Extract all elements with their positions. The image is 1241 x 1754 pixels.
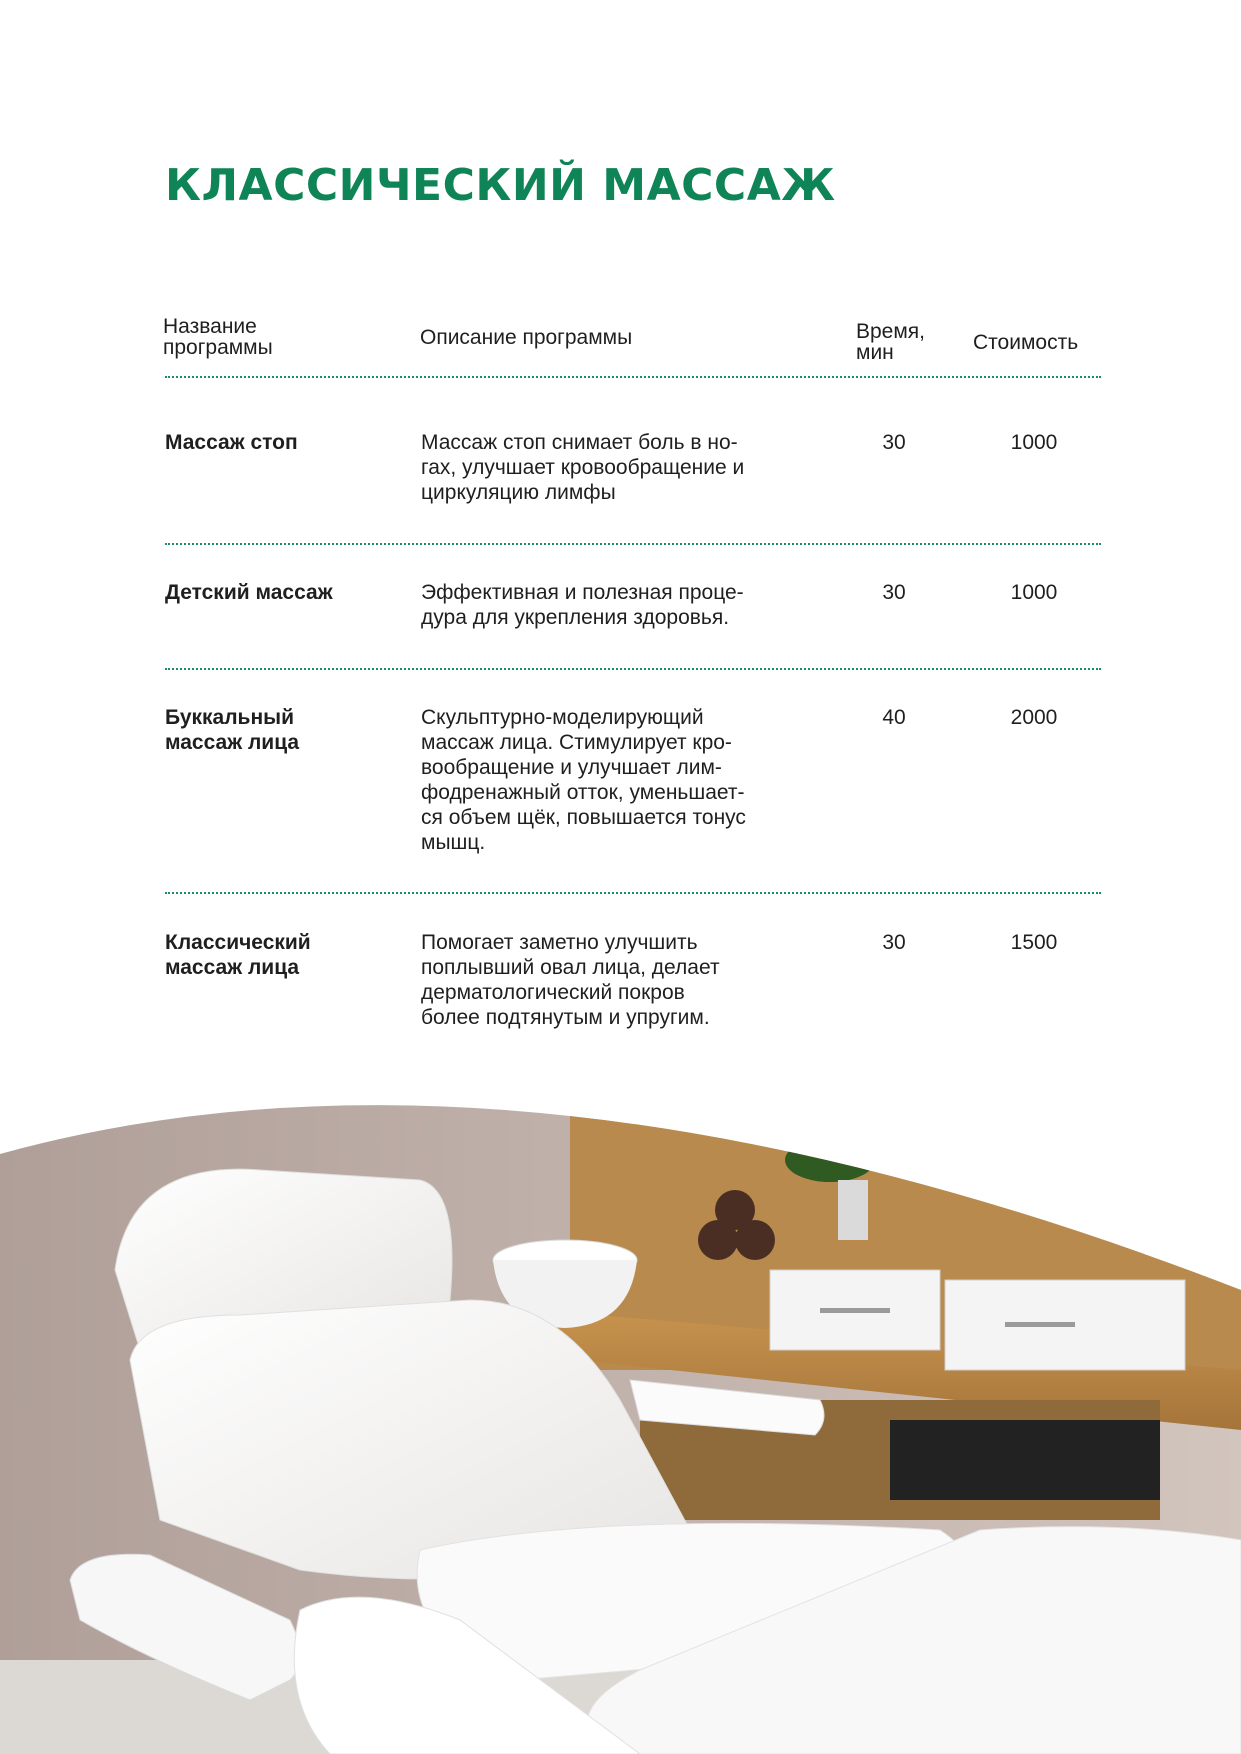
page-title: КЛАССИЧЕСКИЙ МАССАЖ: [165, 160, 836, 211]
program-time: 30: [882, 931, 906, 954]
program-name: Классический массаж лица: [165, 931, 311, 979]
program-price: 1000: [1010, 581, 1058, 604]
table-divider: [165, 668, 1101, 670]
program-name: Детский массаж: [165, 581, 333, 604]
program-name: Массаж стоп: [165, 431, 298, 454]
program-description: Эффективная и полезная проце- дура для укрепления здоровья.: [421, 581, 744, 629]
program-price: 1000: [1010, 431, 1058, 454]
program-time: 30: [882, 431, 906, 454]
program-description: Помогает заметно улучшить поплывший овал лица, делает дерматологический покров более подтянутым и упругим.: [421, 931, 720, 1029]
program-price: 1500: [1010, 931, 1058, 954]
program-description: Массаж стоп снимает боль в но- гах, улучшает кровообращение и циркуляцию лимфы: [421, 431, 745, 504]
header-program-description: Описание программы: [420, 326, 633, 349]
program-name: Буккальный массаж лица: [165, 706, 300, 754]
table-divider: [165, 892, 1101, 894]
program-time: 40: [882, 706, 906, 729]
table-divider: [165, 543, 1101, 545]
header-program-name: Название программы: [163, 315, 273, 359]
program-description: Скульптурно-моделирующий массаж лица. Стимулирует кро- вообращение и улучшает лим- фодренажный отток, уменьшает- ся объем щёк, повышается тонус мышц.: [421, 706, 746, 854]
program-time: 30: [882, 581, 906, 604]
table-divider: [165, 376, 1101, 378]
program-price: 2000: [1010, 706, 1058, 729]
massage-room-photo: [0, 1100, 1241, 1754]
header-price: Стоимость: [973, 331, 1079, 354]
header-time: Время, мин: [856, 320, 926, 364]
